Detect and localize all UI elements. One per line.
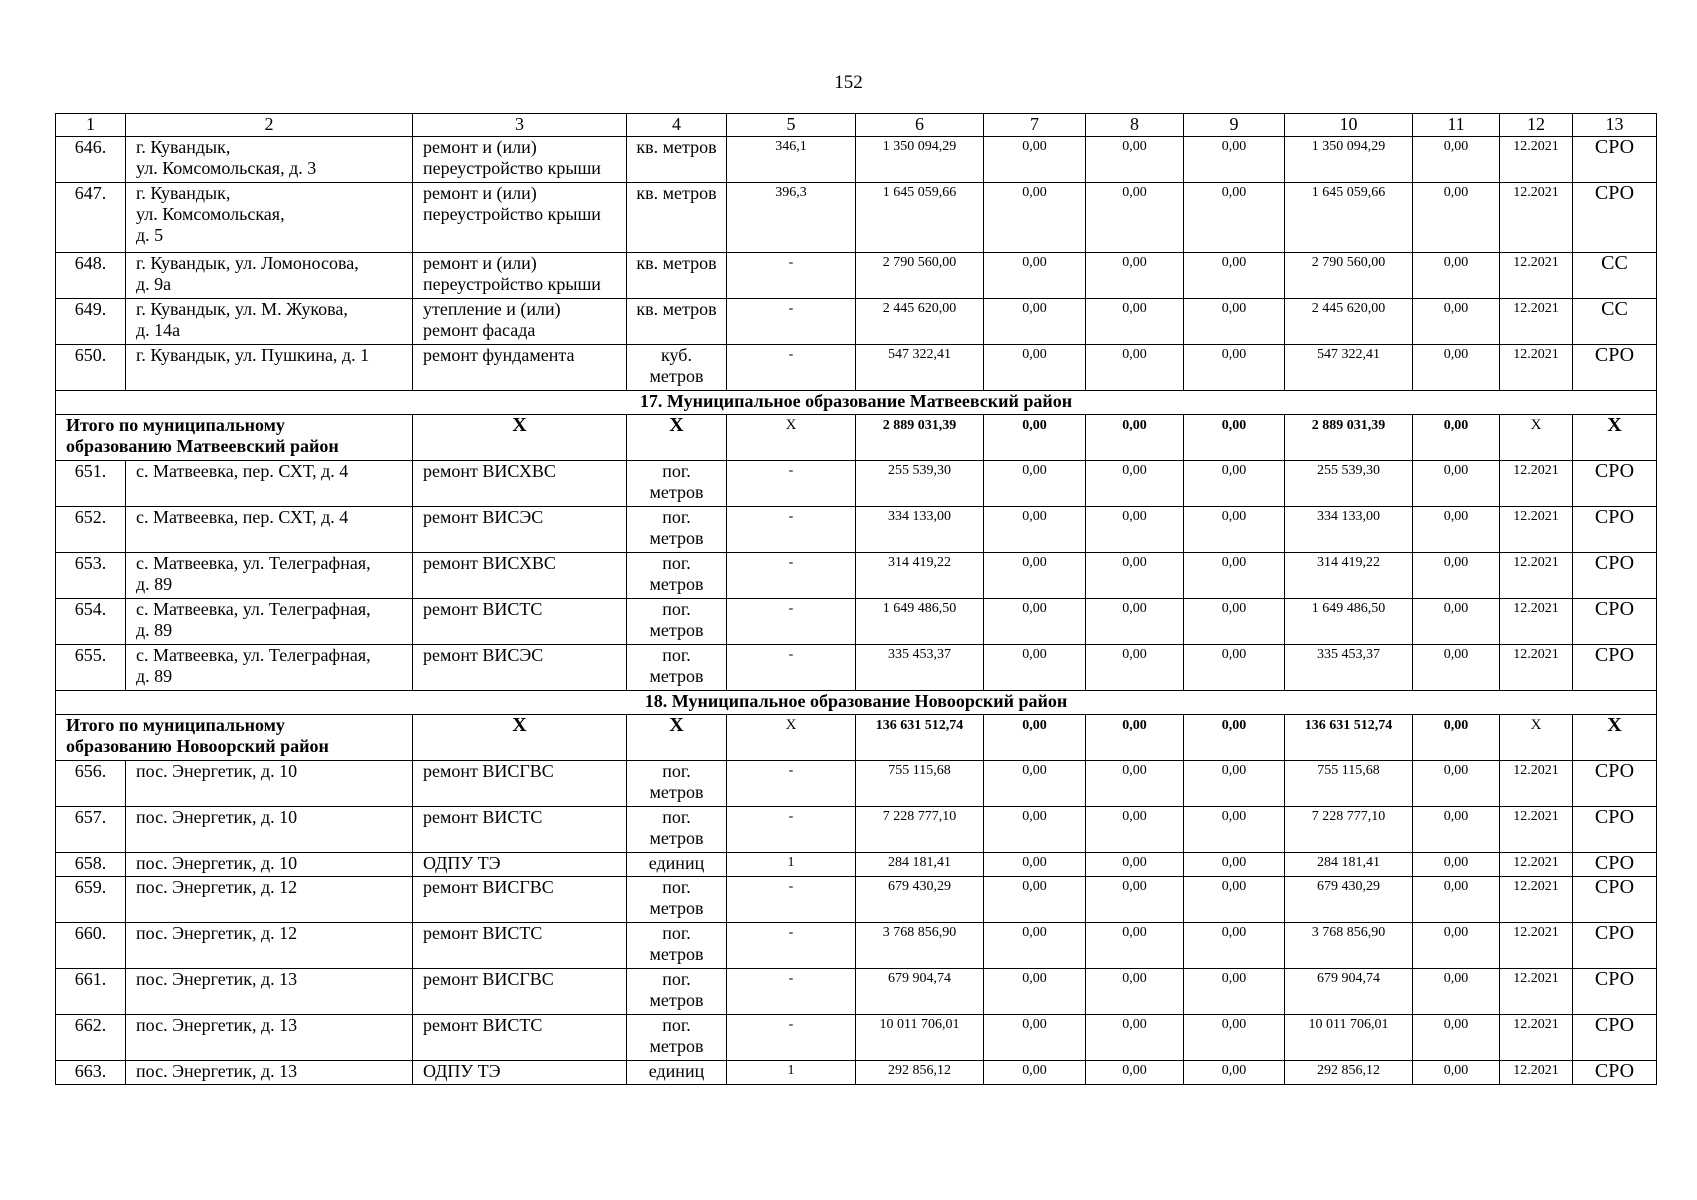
value-cell-c10: 334 133,00 <box>1285 507 1413 553</box>
value-cell-c6: 3 768 856,90 <box>856 923 984 969</box>
value-cell-c12: 12.2021 <box>1500 923 1573 969</box>
value-cell-c9: 0,00 <box>1184 299 1285 345</box>
value-cell-c7: 0,00 <box>984 299 1086 345</box>
row-number: 651. <box>56 461 126 507</box>
row-number: 653. <box>56 553 126 599</box>
address-cell: г. Кувандык, ул. Комсомольская, д. 3 <box>126 137 413 183</box>
value-cell-c6: 679 904,74 <box>856 969 984 1015</box>
total-method-x: X <box>1573 415 1657 461</box>
address-cell: пос. Энергетик, д. 12 <box>126 877 413 923</box>
value-cell-c9: 0,00 <box>1184 345 1285 391</box>
unit-cell: единиц <box>627 853 727 877</box>
unit-cell: пог. метров <box>627 1015 727 1061</box>
value-cell-c11: 0,00 <box>1413 923 1500 969</box>
total-row <box>56 715 1657 761</box>
value-cell-c9: 0,00 <box>1184 183 1285 253</box>
work-type-cell: ремонт ВИСГВС <box>413 969 627 1015</box>
value-cell-c9: 0,00 <box>1184 923 1285 969</box>
value-cell-c6: 547 322,41 <box>856 345 984 391</box>
value-cell-c9: 0,00 <box>1184 253 1285 299</box>
column-number-header <box>56 114 1657 137</box>
unit-cell: кв. метров <box>627 137 727 183</box>
value-cell-c12: 12.2021 <box>1500 345 1573 391</box>
value-cell-c7: 0,00 <box>984 807 1086 853</box>
quantity-cell: - <box>727 969 856 1015</box>
table-row <box>56 299 1657 345</box>
value-cell-c11: 0,00 <box>1413 877 1500 923</box>
column-number-8: 8 <box>1086 114 1184 137</box>
value-cell-c9: 0,00 <box>1184 807 1285 853</box>
unit-cell: пог. метров <box>627 553 727 599</box>
value-cell-c6: 1 645 059,66 <box>856 183 984 253</box>
table-row <box>56 1015 1657 1061</box>
value-cell-c10: 10 011 706,01 <box>1285 1015 1413 1061</box>
value-cell-c8: 0,00 <box>1086 969 1184 1015</box>
method-cell: СРО <box>1573 807 1657 853</box>
value-cell-c8: 0,00 <box>1086 923 1184 969</box>
value-cell-c10: 755 115,68 <box>1285 761 1413 807</box>
value-cell-c12: 12.2021 <box>1500 877 1573 923</box>
value-cell-c6: 755 115,68 <box>856 761 984 807</box>
value-cell-c9: 0,00 <box>1184 761 1285 807</box>
row-number: 648. <box>56 253 126 299</box>
row-number: 663. <box>56 1061 126 1085</box>
address-cell: с. Матвеевка, ул. Телеграфная, д. 89 <box>126 645 413 691</box>
section-title: 17. Муниципальное образование Матвеевский район <box>56 391 1657 415</box>
quantity-cell: - <box>727 599 856 645</box>
column-number-11: 11 <box>1413 114 1500 137</box>
address-cell: пос. Энергетик, д. 13 <box>126 1061 413 1085</box>
value-cell-c8: 0,00 <box>1086 599 1184 645</box>
value-cell-c10: 1 649 486,50 <box>1285 599 1413 645</box>
value-cell-c11: 0,00 <box>1413 461 1500 507</box>
table-row <box>56 969 1657 1015</box>
value-cell-c9: 0,00 <box>1184 645 1285 691</box>
method-cell: СРО <box>1573 345 1657 391</box>
total-c10: 2 889 031,39 <box>1285 415 1413 461</box>
page-number: 152 <box>834 72 863 93</box>
value-cell-c12: 12.2021 <box>1500 761 1573 807</box>
total-c9: 0,00 <box>1184 715 1285 761</box>
total-unit-x: X <box>627 415 727 461</box>
quantity-cell: - <box>727 923 856 969</box>
value-cell-c11: 0,00 <box>1413 553 1500 599</box>
value-cell-c10: 255 539,30 <box>1285 461 1413 507</box>
value-cell-c8: 0,00 <box>1086 853 1184 877</box>
value-cell-c11: 0,00 <box>1413 599 1500 645</box>
value-cell-c9: 0,00 <box>1184 553 1285 599</box>
value-cell-c8: 0,00 <box>1086 137 1184 183</box>
total-c11: 0,00 <box>1413 415 1500 461</box>
column-number-6: 6 <box>856 114 984 137</box>
total-label: Итого по муниципальному образованию Новоорский район <box>56 715 413 761</box>
work-type-cell: ремонт и (или) переустройство крыши <box>413 183 627 253</box>
work-type-cell: ремонт ВИСХВС <box>413 553 627 599</box>
value-cell-c12: 12.2021 <box>1500 253 1573 299</box>
table-row <box>56 761 1657 807</box>
address-cell: пос. Энергетик, д. 10 <box>126 761 413 807</box>
table-row <box>56 599 1657 645</box>
quantity-cell: 1 <box>727 1061 856 1085</box>
quantity-cell: 1 <box>727 853 856 877</box>
value-cell-c10: 679 430,29 <box>1285 877 1413 923</box>
work-type-cell: ремонт фундамента <box>413 345 627 391</box>
value-cell-c6: 314 419,22 <box>856 553 984 599</box>
value-cell-c8: 0,00 <box>1086 345 1184 391</box>
value-cell-c12: 12.2021 <box>1500 853 1573 877</box>
value-cell-c10: 1 350 094,29 <box>1285 137 1413 183</box>
row-number: 655. <box>56 645 126 691</box>
value-cell-c10: 547 322,41 <box>1285 345 1413 391</box>
work-type-cell: ремонт ВИСЭС <box>413 645 627 691</box>
method-cell: СРО <box>1573 599 1657 645</box>
column-number-1: 1 <box>56 114 126 137</box>
total-c7: 0,00 <box>984 415 1086 461</box>
method-cell: СРО <box>1573 877 1657 923</box>
address-cell: с. Матвеевка, пер. СХТ, д. 4 <box>126 461 413 507</box>
method-cell: СРО <box>1573 507 1657 553</box>
value-cell-c10: 284 181,41 <box>1285 853 1413 877</box>
unit-cell: пог. метров <box>627 599 727 645</box>
value-cell-c11: 0,00 <box>1413 807 1500 853</box>
section-title: 18. Муниципальное образование Новоорский район <box>56 691 1657 715</box>
column-number-5: 5 <box>727 114 856 137</box>
value-cell-c8: 0,00 <box>1086 183 1184 253</box>
table-row <box>56 345 1657 391</box>
value-cell-c8: 0,00 <box>1086 877 1184 923</box>
work-type-cell: ремонт ВИСГВС <box>413 761 627 807</box>
value-cell-c7: 0,00 <box>984 253 1086 299</box>
value-cell-c7: 0,00 <box>984 599 1086 645</box>
table-body <box>56 114 1657 1085</box>
value-cell-c8: 0,00 <box>1086 253 1184 299</box>
work-type-cell: ремонт ВИСТС <box>413 1015 627 1061</box>
total-method-x: X <box>1573 715 1657 761</box>
value-cell-c9: 0,00 <box>1184 1015 1285 1061</box>
value-cell-c11: 0,00 <box>1413 137 1500 183</box>
work-type-cell: ремонт и (или) переустройство крыши <box>413 137 627 183</box>
value-cell-c9: 0,00 <box>1184 853 1285 877</box>
method-cell: СРО <box>1573 137 1657 183</box>
column-number-7: 7 <box>984 114 1086 137</box>
value-cell-c7: 0,00 <box>984 877 1086 923</box>
method-cell: СРО <box>1573 853 1657 877</box>
value-cell-c7: 0,00 <box>984 761 1086 807</box>
quantity-cell: - <box>727 761 856 807</box>
value-cell-c9: 0,00 <box>1184 507 1285 553</box>
value-cell-c6: 255 539,30 <box>856 461 984 507</box>
table-row <box>56 507 1657 553</box>
value-cell-c10: 3 768 856,90 <box>1285 923 1413 969</box>
value-cell-c10: 7 228 777,10 <box>1285 807 1413 853</box>
quantity-cell: - <box>727 507 856 553</box>
row-number: 662. <box>56 1015 126 1061</box>
method-cell: СС <box>1573 253 1657 299</box>
unit-cell: пог. метров <box>627 969 727 1015</box>
table-row <box>56 253 1657 299</box>
column-number-12: 12 <box>1500 114 1573 137</box>
value-cell-c9: 0,00 <box>1184 877 1285 923</box>
value-cell-c6: 2 790 560,00 <box>856 253 984 299</box>
value-cell-c11: 0,00 <box>1413 853 1500 877</box>
method-cell: СРО <box>1573 923 1657 969</box>
address-cell: с. Матвеевка, ул. Телеграфная, д. 89 <box>126 553 413 599</box>
total-c11: 0,00 <box>1413 715 1500 761</box>
value-cell-c10: 292 856,12 <box>1285 1061 1413 1085</box>
value-cell-c9: 0,00 <box>1184 1061 1285 1085</box>
value-cell-c6: 284 181,41 <box>856 853 984 877</box>
value-cell-c6: 1 350 094,29 <box>856 137 984 183</box>
column-number-2: 2 <box>126 114 413 137</box>
method-cell: СС <box>1573 299 1657 345</box>
method-cell: СРО <box>1573 553 1657 599</box>
table-row <box>56 1061 1657 1085</box>
table-row <box>56 553 1657 599</box>
work-type-cell: ремонт ВИСТС <box>413 923 627 969</box>
value-cell-c10: 314 419,22 <box>1285 553 1413 599</box>
unit-cell: пог. метров <box>627 807 727 853</box>
work-type-cell: ремонт ВИСТС <box>413 599 627 645</box>
address-cell: с. Матвеевка, ул. Телеграфная, д. 89 <box>126 599 413 645</box>
total-work-x: X <box>413 415 627 461</box>
value-cell-c7: 0,00 <box>984 183 1086 253</box>
table-row <box>56 923 1657 969</box>
total-c6: 2 889 031,39 <box>856 415 984 461</box>
value-cell-c11: 0,00 <box>1413 645 1500 691</box>
address-cell: г. Кувандык, ул. Ломоносова, д. 9а <box>126 253 413 299</box>
value-cell-c12: 12.2021 <box>1500 461 1573 507</box>
unit-cell: пог. метров <box>627 461 727 507</box>
total-work-x: X <box>413 715 627 761</box>
total-date-x: X <box>1500 415 1573 461</box>
value-cell-c8: 0,00 <box>1086 507 1184 553</box>
row-number: 661. <box>56 969 126 1015</box>
value-cell-c11: 0,00 <box>1413 1061 1500 1085</box>
value-cell-c11: 0,00 <box>1413 1015 1500 1061</box>
value-cell-c6: 334 133,00 <box>856 507 984 553</box>
value-cell-c10: 335 453,37 <box>1285 645 1413 691</box>
column-number-13: 13 <box>1573 114 1657 137</box>
value-cell-c8: 0,00 <box>1086 807 1184 853</box>
quantity-cell: - <box>727 345 856 391</box>
value-cell-c6: 679 430,29 <box>856 877 984 923</box>
total-date-x: X <box>1500 715 1573 761</box>
value-cell-c8: 0,00 <box>1086 1015 1184 1061</box>
table-row <box>56 853 1657 877</box>
unit-cell: кв. метров <box>627 253 727 299</box>
value-cell-c9: 0,00 <box>1184 599 1285 645</box>
section-header-row <box>56 691 1657 715</box>
row-number: 658. <box>56 853 126 877</box>
unit-cell: пог. метров <box>627 877 727 923</box>
total-qty-x: X <box>727 715 856 761</box>
total-c8: 0,00 <box>1086 415 1184 461</box>
address-cell: пос. Энергетик, д. 10 <box>126 853 413 877</box>
method-cell: СРО <box>1573 969 1657 1015</box>
value-cell-c11: 0,00 <box>1413 183 1500 253</box>
work-type-cell: ремонт ВИСХВС <box>413 461 627 507</box>
method-cell: СРО <box>1573 645 1657 691</box>
value-cell-c9: 0,00 <box>1184 461 1285 507</box>
address-cell: с. Матвеевка, пер. СХТ, д. 4 <box>126 507 413 553</box>
row-number: 649. <box>56 299 126 345</box>
method-cell: СРО <box>1573 761 1657 807</box>
value-cell-c10: 2 790 560,00 <box>1285 253 1413 299</box>
total-qty-x: X <box>727 415 856 461</box>
value-cell-c6: 10 011 706,01 <box>856 1015 984 1061</box>
column-number-4: 4 <box>627 114 727 137</box>
value-cell-c7: 0,00 <box>984 853 1086 877</box>
value-cell-c8: 0,00 <box>1086 761 1184 807</box>
address-cell: пос. Энергетик, д. 10 <box>126 807 413 853</box>
row-number: 650. <box>56 345 126 391</box>
value-cell-c9: 0,00 <box>1184 137 1285 183</box>
table-row <box>56 461 1657 507</box>
method-cell: СРО <box>1573 1015 1657 1061</box>
value-cell-c12: 12.2021 <box>1500 137 1573 183</box>
quantity-cell: - <box>727 645 856 691</box>
value-cell-c8: 0,00 <box>1086 1061 1184 1085</box>
quantity-cell: - <box>727 253 856 299</box>
total-label: Итого по муниципальному образованию Матвеевский район <box>56 415 413 461</box>
row-number: 646. <box>56 137 126 183</box>
value-cell-c6: 1 649 486,50 <box>856 599 984 645</box>
address-cell: г. Кувандык, ул. Пушкина, д. 1 <box>126 345 413 391</box>
method-cell: СРО <box>1573 461 1657 507</box>
value-cell-c10: 1 645 059,66 <box>1285 183 1413 253</box>
value-cell-c7: 0,00 <box>984 507 1086 553</box>
table-row <box>56 137 1657 183</box>
value-cell-c7: 0,00 <box>984 645 1086 691</box>
quantity-cell: - <box>727 877 856 923</box>
row-number: 656. <box>56 761 126 807</box>
value-cell-c7: 0,00 <box>984 461 1086 507</box>
work-type-cell: ОДПУ ТЭ <box>413 853 627 877</box>
value-cell-c12: 12.2021 <box>1500 183 1573 253</box>
address-cell: г. Кувандык, ул. М. Жукова, д. 14а <box>126 299 413 345</box>
value-cell-c8: 0,00 <box>1086 553 1184 599</box>
value-cell-c7: 0,00 <box>984 345 1086 391</box>
value-cell-c7: 0,00 <box>984 1015 1086 1061</box>
row-number: 660. <box>56 923 126 969</box>
value-cell-c12: 12.2021 <box>1500 553 1573 599</box>
column-number-10: 10 <box>1285 114 1413 137</box>
value-cell-c7: 0,00 <box>984 1061 1086 1085</box>
value-cell-c6: 335 453,37 <box>856 645 984 691</box>
row-number: 659. <box>56 877 126 923</box>
value-cell-c12: 12.2021 <box>1500 599 1573 645</box>
table-row <box>56 645 1657 691</box>
table-row <box>56 183 1657 253</box>
total-c10: 136 631 512,74 <box>1285 715 1413 761</box>
value-cell-c9: 0,00 <box>1184 969 1285 1015</box>
value-cell-c12: 12.2021 <box>1500 507 1573 553</box>
work-type-cell: ремонт ВИСЭС <box>413 507 627 553</box>
work-type-cell: утепление и (или) ремонт фасада <box>413 299 627 345</box>
unit-cell: кв. метров <box>627 183 727 253</box>
value-cell-c10: 679 904,74 <box>1285 969 1413 1015</box>
total-c6: 136 631 512,74 <box>856 715 984 761</box>
quantity-cell: - <box>727 1015 856 1061</box>
value-cell-c11: 0,00 <box>1413 969 1500 1015</box>
value-cell-c12: 12.2021 <box>1500 1061 1573 1085</box>
value-cell-c11: 0,00 <box>1413 507 1500 553</box>
unit-cell: пог. метров <box>627 645 727 691</box>
value-cell-c10: 2 445 620,00 <box>1285 299 1413 345</box>
total-c8: 0,00 <box>1086 715 1184 761</box>
quantity-cell: - <box>727 807 856 853</box>
value-cell-c6: 2 445 620,00 <box>856 299 984 345</box>
unit-cell: пог. метров <box>627 923 727 969</box>
work-type-cell: ремонт ВИСГВС <box>413 877 627 923</box>
quantity-cell: - <box>727 299 856 345</box>
value-cell-c12: 12.2021 <box>1500 807 1573 853</box>
value-cell-c8: 0,00 <box>1086 299 1184 345</box>
value-cell-c12: 12.2021 <box>1500 1015 1573 1061</box>
value-cell-c11: 0,00 <box>1413 299 1500 345</box>
value-cell-c12: 12.2021 <box>1500 969 1573 1015</box>
value-cell-c6: 292 856,12 <box>856 1061 984 1085</box>
total-row <box>56 415 1657 461</box>
value-cell-c6: 7 228 777,10 <box>856 807 984 853</box>
unit-cell: куб. метров <box>627 345 727 391</box>
quantity-cell: - <box>727 553 856 599</box>
method-cell: СРО <box>1573 183 1657 253</box>
row-number: 652. <box>56 507 126 553</box>
value-cell-c8: 0,00 <box>1086 645 1184 691</box>
quantity-cell: 346,1 <box>727 137 856 183</box>
address-cell: г. Кувандык, ул. Комсомольская, д. 5 <box>126 183 413 253</box>
value-cell-c7: 0,00 <box>984 553 1086 599</box>
unit-cell: кв. метров <box>627 299 727 345</box>
work-type-cell: ОДПУ ТЭ <box>413 1061 627 1085</box>
total-c7: 0,00 <box>984 715 1086 761</box>
work-type-cell: ремонт и (или) переустройство крыши <box>413 253 627 299</box>
column-number-3: 3 <box>413 114 627 137</box>
value-cell-c7: 0,00 <box>984 137 1086 183</box>
table-row <box>56 877 1657 923</box>
row-number: 654. <box>56 599 126 645</box>
value-cell-c12: 12.2021 <box>1500 645 1573 691</box>
address-cell: пос. Энергетик, д. 12 <box>126 923 413 969</box>
quantity-cell: - <box>727 461 856 507</box>
address-cell: пос. Энергетик, д. 13 <box>126 1015 413 1061</box>
capital-repair-table <box>55 113 1657 1085</box>
value-cell-c7: 0,00 <box>984 969 1086 1015</box>
table-row <box>56 807 1657 853</box>
value-cell-c11: 0,00 <box>1413 761 1500 807</box>
value-cell-c7: 0,00 <box>984 923 1086 969</box>
value-cell-c11: 0,00 <box>1413 253 1500 299</box>
value-cell-c8: 0,00 <box>1086 461 1184 507</box>
quantity-cell: 396,3 <box>727 183 856 253</box>
unit-cell: пог. метров <box>627 761 727 807</box>
address-cell: пос. Энергетик, д. 13 <box>126 969 413 1015</box>
column-number-9: 9 <box>1184 114 1285 137</box>
value-cell-c12: 12.2021 <box>1500 299 1573 345</box>
total-c9: 0,00 <box>1184 415 1285 461</box>
method-cell: СРО <box>1573 1061 1657 1085</box>
work-type-cell: ремонт ВИСТС <box>413 807 627 853</box>
row-number: 657. <box>56 807 126 853</box>
row-number: 647. <box>56 183 126 253</box>
unit-cell: единиц <box>627 1061 727 1085</box>
value-cell-c11: 0,00 <box>1413 345 1500 391</box>
section-header-row <box>56 391 1657 415</box>
unit-cell: пог. метров <box>627 507 727 553</box>
total-unit-x: X <box>627 715 727 761</box>
